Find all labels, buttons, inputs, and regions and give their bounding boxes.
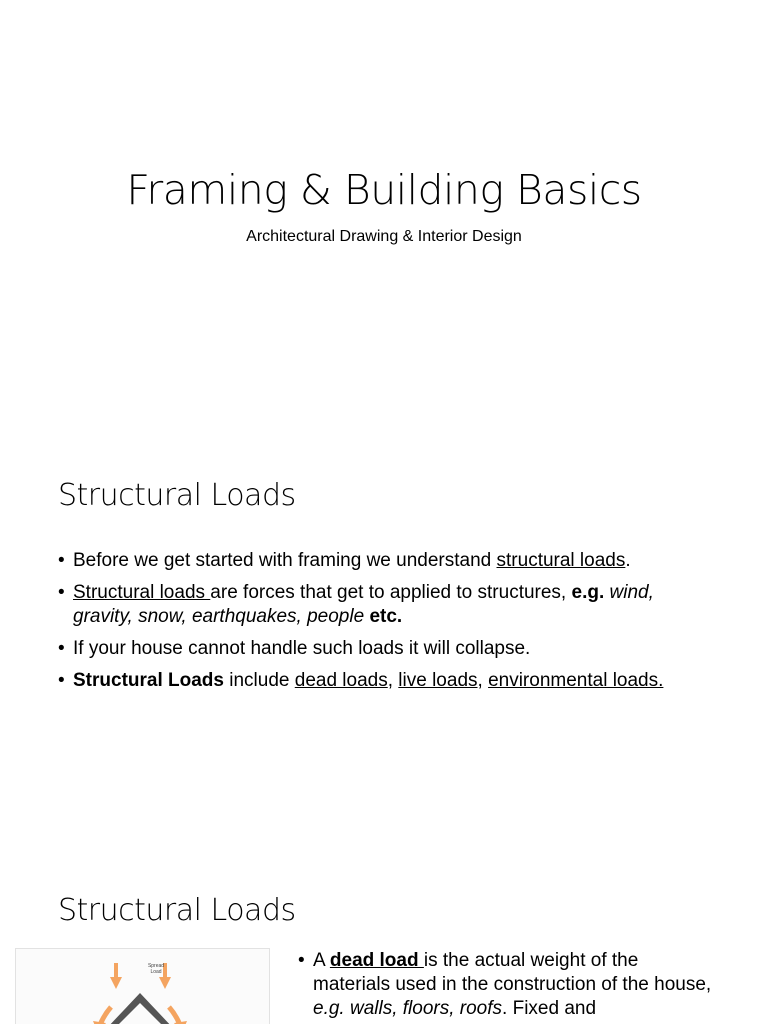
label-line: Spread (147, 963, 165, 969)
dead-load-slide (0, 830, 768, 1024)
examples-text: wind, gravity, snow, earthquakes, people (73, 582, 654, 627)
bullet-text: A (313, 950, 330, 971)
spread-load-diagram (15, 948, 270, 1024)
eg-label: e.g. (571, 582, 605, 603)
dead-loads-link: dead loads (294, 670, 388, 691)
presentation-subtitle: Architectural Drawing & Interior Design (246, 228, 522, 245)
dead-load-term: dead load (329, 950, 424, 971)
bullet-item (58, 581, 718, 629)
bullet-text: are forces that get to applied to structures, (210, 582, 572, 603)
bullet-text: include (223, 670, 295, 691)
spread-arrow-left-icon (93, 1007, 111, 1024)
bullet-list (298, 949, 718, 1024)
live-loads-link: live loads (398, 670, 478, 691)
examples-text: e.g. walls, floors, roofs (313, 998, 503, 1019)
bullet-item (58, 549, 718, 573)
separator: , (387, 670, 399, 691)
separator: , (477, 670, 489, 691)
presentation-title: Framing & Building Basics (126, 166, 642, 214)
structural-loads-slide (0, 415, 768, 830)
roof-diagram-svg (16, 949, 269, 1024)
slide-title: Structural Loads (58, 478, 296, 513)
bullet-text: Before we get started with framing we understand (73, 550, 497, 571)
bullet-text: . Fixed and (502, 998, 597, 1019)
bullet-list (58, 549, 718, 701)
roof-shape (106, 993, 174, 1024)
bullet-text: If your house cannot handle such loads it will collapse. (73, 638, 531, 659)
structural-loads-link: structural loads (496, 550, 626, 571)
spread-arrow-right-icon (169, 1007, 187, 1024)
label-line: Load (150, 969, 162, 975)
slide-title: Structural Loads (58, 893, 296, 928)
bullet-item (58, 669, 718, 693)
bullet-item (298, 949, 718, 1021)
bullet-text: is the actual weight of the materials used in the construction of the house, (313, 950, 712, 995)
etc-label: etc. (369, 606, 403, 627)
spread-load-label (136, 963, 176, 975)
bullet-text: . (625, 550, 631, 571)
bullet-item (58, 637, 718, 661)
structural-loads-term: Structural loads (73, 582, 211, 603)
bold-term: Structural Loads (73, 670, 224, 691)
environmental-loads-link: environmental loads. (488, 670, 664, 691)
down-arrow-left-icon (110, 963, 122, 989)
title-slide (0, 0, 768, 415)
